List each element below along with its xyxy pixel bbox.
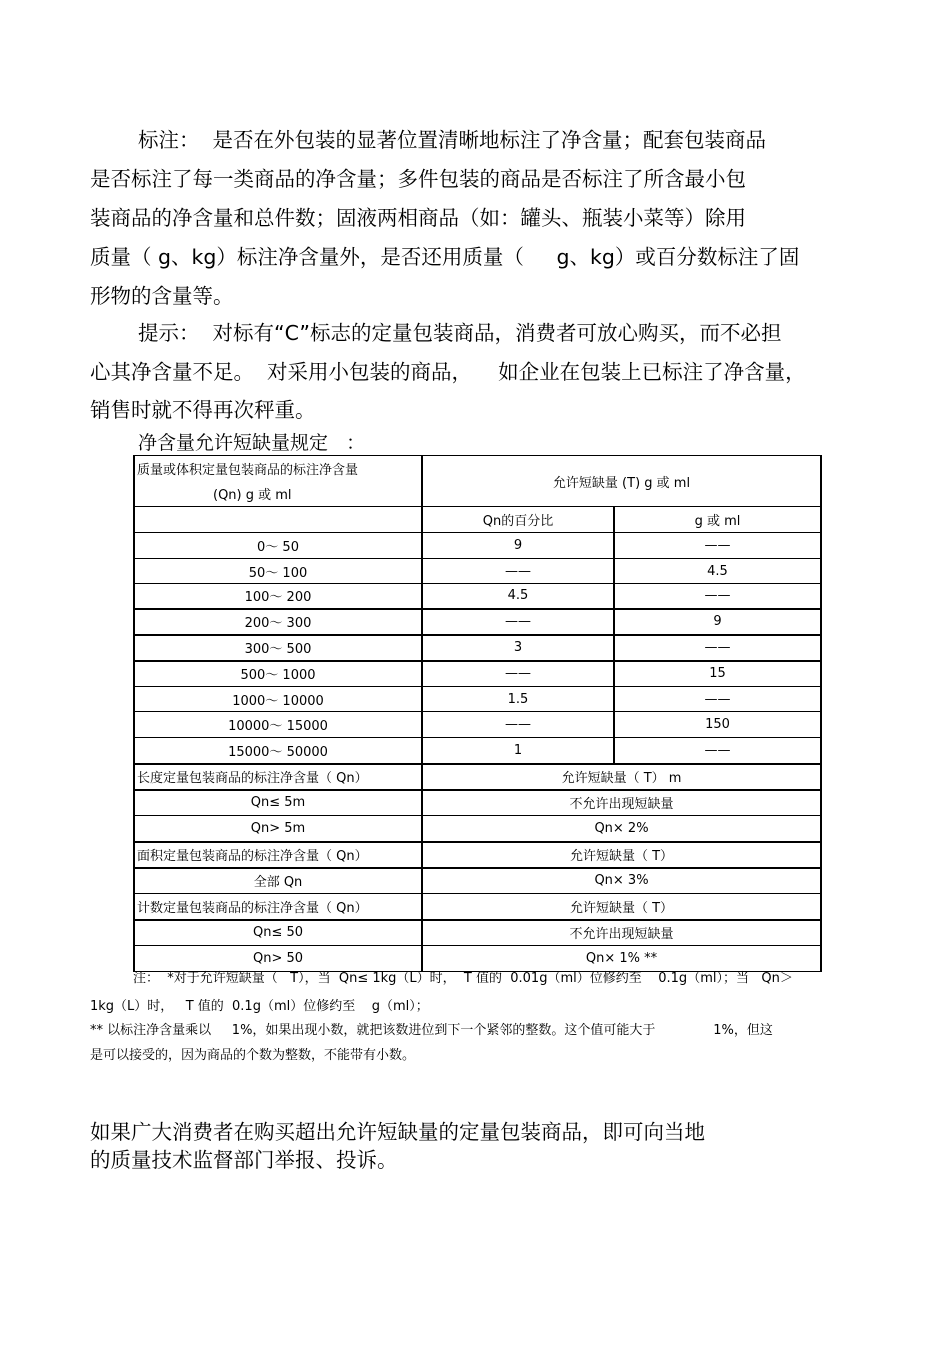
text-line: 的质量技术监督部门举报、投诉。 — [90, 1148, 398, 1172]
note-line: 是可以接受的，因为商品的个数为整数，不能带有小数。 — [90, 1048, 416, 1063]
header-shortage: 允许短缺量 (T) g 或 ml — [422, 456, 821, 507]
value-cell: 不允许出现短缺量 — [422, 920, 821, 946]
range-cell: Qn≤ 50 — [134, 920, 422, 946]
area-header-right: 允许短缺量（ T） — [422, 842, 821, 868]
text-line: 提示： 对标有“C”标志的定量包装商品，消费者可放心购买，而不必担 — [138, 321, 782, 345]
table-row — [134, 946, 821, 972]
percent-cell: 3 — [422, 635, 614, 661]
table-row — [134, 712, 821, 738]
range-cell: Qn> 5m — [134, 816, 422, 842]
text-line: 形物的含量等。 — [90, 284, 234, 308]
table-row — [134, 661, 821, 687]
note-line: ** 以标注净含量乘以 1%，如果出现小数，就把该数进位到下一个紧邻的整数。这个值可能大于 1%，但这 — [90, 1023, 773, 1038]
abs-cell: —— — [614, 635, 821, 661]
table-row — [134, 790, 821, 816]
abs-cell: —— — [614, 533, 821, 559]
range-cell: 10000～ 15000 — [134, 712, 422, 738]
abs-cell: 9 — [614, 609, 821, 635]
length-header-left: 长度定量包装商品的标注净含量（ Qn） — [134, 764, 422, 790]
range-cell: 200～ 300 — [134, 609, 422, 635]
count-header-row — [134, 894, 821, 920]
table-subheader-row — [134, 507, 821, 533]
percent-cell: —— — [422, 609, 614, 635]
range-cell: 50～ 100 — [134, 559, 422, 584]
table-row — [134, 635, 821, 661]
abs-cell: —— — [614, 687, 821, 712]
table-row — [134, 584, 821, 609]
table-header-row — [134, 456, 821, 507]
text-line: 质量（ g、kg）标注净含量外，是否还用质量（ g、kg）或百分数标注了固 — [90, 245, 800, 269]
range-cell: 100～ 200 — [134, 584, 422, 609]
table-row — [134, 920, 821, 946]
percent-cell: 4.5 — [422, 584, 614, 609]
length-header-right: 允许短缺量（ T） m — [422, 764, 821, 790]
percent-cell: 1.5 — [422, 687, 614, 712]
range-cell: 500～ 1000 — [134, 661, 422, 687]
abs-cell: 4.5 — [614, 559, 821, 584]
value-cell: Qn× 3% — [422, 868, 821, 894]
shortage-table — [133, 455, 822, 972]
text-line: 标注： 是否在外包装的显著位置清晰地标注了净含量；配套包装商品 — [138, 128, 767, 152]
area-header-row — [134, 842, 821, 868]
table-row — [134, 687, 821, 712]
percent-cell: —— — [422, 712, 614, 738]
header-line: (Qn) g 或 ml — [213, 488, 292, 503]
table-caption: 净含量允许短缺量规定 ： — [138, 432, 366, 454]
range-cell: 300～ 500 — [134, 635, 422, 661]
header-line: 质量或体积定量包装商品的标注净含量 — [137, 463, 359, 478]
percent-cell: —— — [422, 661, 614, 687]
range-cell: Qn> 50 — [134, 946, 422, 972]
text-line: 装商品的净含量和总件数；固液两相商品（如：罐头、瓶装小菜等）除用 — [90, 206, 746, 230]
table-row — [134, 533, 821, 559]
range-cell: 0～ 50 — [134, 533, 422, 559]
range-cell: Qn≤ 5m — [134, 790, 422, 816]
abs-cell: —— — [614, 584, 821, 609]
note-line: 注： *对于允许短缺量（ T），当 Qn≤ 1kg（L）时， T 值的 0.01g（ml）位修约至 0.1g（ml）；当 Qn＞ — [133, 971, 793, 986]
header-net-content — [134, 456, 422, 507]
note-line: 1kg（L）时， T 值的 0.1g（ml）位修约至 g（ml）； — [90, 999, 429, 1014]
text-line: 销售时就不得再次秤重。 — [90, 398, 316, 422]
value-cell: Qn× 2% — [422, 816, 821, 842]
range-cell: 15000～ 50000 — [134, 738, 422, 764]
area-header-left: 面积定量包装商品的标注净含量（ Qn） — [134, 842, 422, 868]
text-line: 心其净含量不足。 对采用小包装的商品， 如企业在包装上已标注了净含量， — [90, 360, 806, 384]
table-row — [134, 609, 821, 635]
abs-cell: 150 — [614, 712, 821, 738]
length-header-row — [134, 764, 821, 790]
percent-cell: 1 — [422, 738, 614, 764]
range-cell: 1000～ 10000 — [134, 687, 422, 712]
text-line: 是否标注了每一类商品的净含量；多件包装的商品是否标注了所含最小包 — [90, 167, 746, 191]
percent-cell: 9 — [422, 533, 614, 559]
table-row — [134, 738, 821, 764]
subheader-unit: g 或 ml — [614, 507, 821, 533]
range-cell: 全部 Qn — [134, 868, 422, 894]
percent-cell: —— — [422, 559, 614, 584]
empty-cell — [134, 507, 422, 533]
value-cell: 不允许出现短缺量 — [422, 790, 821, 816]
table-row — [134, 868, 821, 894]
count-header-left: 计数定量包装商品的标注净含量（ Qn） — [134, 894, 422, 920]
count-header-right: 允许短缺量（ T） — [422, 894, 821, 920]
abs-cell: —— — [614, 738, 821, 764]
table-row — [134, 816, 821, 842]
value-cell: Qn× 1% ** — [422, 946, 821, 972]
table-row — [134, 559, 821, 584]
abs-cell: 15 — [614, 661, 821, 687]
subheader-percent: Qn的百分比 — [422, 507, 614, 533]
text-line: 如果广大消费者在购买超出允许短缺量的定量包装商品，即可向当地 — [90, 1120, 705, 1144]
